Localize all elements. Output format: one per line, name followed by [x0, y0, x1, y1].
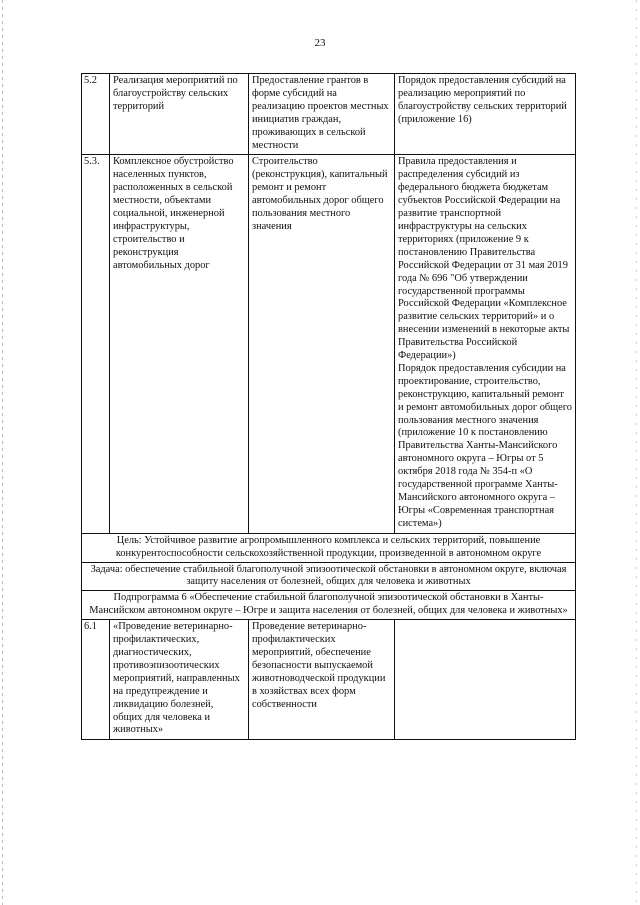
row-number: 5.2 — [82, 74, 110, 155]
documents-paragraph-2: Порядок предоставления субсидии на проектирование, строительство, реконструкцию, капитальный ремонт и ремонт автомобильных дорог общего пользования местного значения (приложение 10 к постановлению Правительства Ханты-Мансийского автономного округа – Югры от 5 октября 2018 года № 354-п «О государственной программе Ханты-Мансийского автономного округа – Югры «Современная транспортная система») — [398, 362, 572, 529]
row-number: 6.1 — [82, 620, 110, 740]
table-row-6-1 — [82, 620, 576, 740]
scan-edge-right — [636, 0, 637, 905]
scan-edge-left — [2, 0, 3, 905]
documents-cell — [395, 620, 576, 740]
page-number: 23 — [314, 37, 326, 49]
table-row-5-2 — [82, 74, 576, 155]
documents-cell: Порядок предоставления субсидий на реализацию мероприятий по благоустройству сельских территорий (приложение 16) — [395, 74, 576, 155]
content-cell: Проведение ветеринарно-профилактических мероприятий, обеспечение безопасности выпускаемой животноводческой продукции в хозяйствах всех форм собственности — [249, 620, 395, 740]
activity-cell: Реализация мероприятий по благоустройству сельских территорий — [110, 74, 249, 155]
activity-cell: «Проведение ветеринарно-профилактических, диагностических, противоэпизоотических мероприятий, направленных на предупреждение и ликвидацию болезней, общих для человека и животных» — [110, 620, 249, 740]
content-cell: Предоставление грантов в форме субсидий на реализацию проектов местных инициатив граждан, проживающих в сельской местности — [249, 74, 395, 155]
documents-cell — [395, 155, 576, 533]
subprogram-title: Подпрограмма 6 «Обеспечение стабильной благополучной эпизоотической обстановки в Ханты-Мансийском автономном округе – Югре и защита населения от болезней, общих для человека и животных» — [82, 591, 576, 620]
table-row-goal — [82, 533, 576, 562]
documents-paragraph-1: Правила предоставления и распределения субсидий из федерального бюджета бюджетам субъектов Российской Федерации на развитие транспортной инфраструктуры на сельских территориях (приложение 9 к постановлению Правительства Российской Федерации от 31 мая 2019 года № 696 "Об утверждении государственной программы Российской Федерации «Комплексное развитие сельских территорий» и о внесении изменений в некоторые акты Правительства Российской Федерации») — [398, 156, 570, 362]
activity-cell: Комплексное обустройство населенных пунктов, расположенных в сельской местности, объектами социальной, инженерной инфраструктуры, строительство и реконструкция автомобильных дорог — [110, 155, 249, 533]
table-row-subprogram — [82, 591, 576, 620]
measures-table — [81, 73, 576, 740]
goal-text: Цель: Устойчивое развитие агропромышленного комплекса и сельских территорий, повышение конкурентоспособности сельскохозяйственной продукции, произведенной в автономном округе — [82, 533, 576, 562]
task-text: Задача: обеспечение стабильной благополучной эпизоотической обстановки в автономном округе, включая защиту населения от болезней, общих для человека и животных — [82, 562, 576, 591]
row-number: 5.3. — [82, 155, 110, 533]
table-row-task — [82, 562, 576, 591]
table-row-5-3 — [82, 155, 576, 533]
content-cell: Строительство (реконструкция), капитальный ремонт и ремонт автомобильных дорог общего пользования местного значения — [249, 155, 395, 533]
